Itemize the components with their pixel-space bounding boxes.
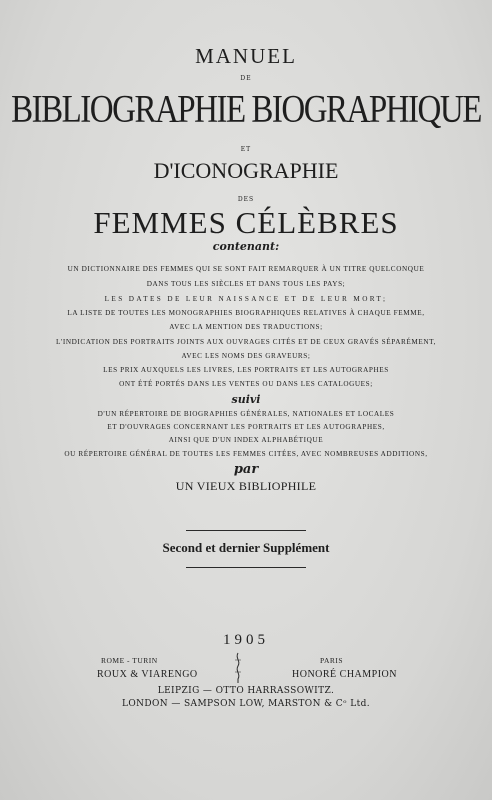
imprint-london: LONDON — SAMPSON LOW, MARSTON & Cᵒ Ltd. [121, 699, 371, 709]
par-label: par [233, 462, 259, 477]
title-femmes-celebres: FEMMES CÉLÈBRES [93, 205, 399, 240]
index-line-text: AINSI QUE D'UN INDEX ALPHABÉTIQUE [168, 436, 324, 444]
suivi-label: suivi [231, 393, 261, 406]
imprint-leipzig: LEIPZIG — OTTO HARRASSOWITZ. [157, 686, 335, 696]
publication-year: 1905 [223, 632, 269, 648]
contenant-label: contenant: [212, 240, 280, 253]
title-iconographie: D'ICONOGRAPHIE [153, 158, 339, 183]
description-line: L'INDICATION DES PORTRAITS JOINTS AUX OUVRAGES CITÉS ET DE CEUX GRAVÉS SÉPARÉMENT, [55, 338, 437, 346]
index-line [0, 436, 492, 444]
description-line: LA LISTE DE TOUTES LES MONOGRAPHIES BIOGRAPHIQUES RELATIVES À CHAQUE FEMME, [67, 309, 425, 317]
ornament-separator-icon [233, 652, 243, 684]
title-des: DES [237, 196, 255, 203]
author: UN VIEUX BIBLIOPHILE [175, 479, 317, 493]
title-manuel: MANUEL [195, 44, 297, 68]
publisher-left-city: ROME - TURIN [101, 656, 158, 665]
description-line: AVEC LA MENTION DES TRADUCTIONS; [169, 323, 323, 331]
description-line: LES DATES DE LEUR NAISSANCE ET DE LEUR MORT; [104, 295, 388, 303]
description-line: D'UN RÉPERTOIRE DE BIOGRAPHIES GÉNÉRALES, NATIONALES ET LOCALES [97, 410, 395, 418]
description-line: ET D'OUVRAGES CONCERNANT LES PORTRAITS ET LES AUTOGRAPHES, [107, 423, 385, 431]
description-line: OU RÉPERTOIRE GÉNÉRAL DE TOUTES LES FEMMES CITÉES, AVEC NOMBREUSES ADDITIONS, [64, 450, 428, 458]
main-title: BIBLIOGRAPHIE BIOGRAPHIQUE [11, 88, 481, 132]
divider-bottom [186, 567, 306, 568]
description-line: DANS TOUS LES SIÈCLES ET DANS TOUS LES PAYS; [146, 280, 346, 288]
description-line: AVEC LES NOMS DES GRAVEURS; [181, 352, 311, 360]
supplement-title: Second et dernier Supplément [162, 540, 330, 555]
description-line: ONT ÉTÉ PORTÉS DANS LES VENTES OU DANS LES CATALOGUES; [119, 380, 373, 388]
divider-top [186, 530, 306, 531]
publisher-right-city: PARIS [320, 656, 344, 665]
publisher-left-name: ROUX & VIARENGO [97, 669, 198, 680]
description-line: LES PRIX AUXQUELS LES LIVRES, LES PORTRAITS ET LES AUTOGRAPHES [103, 366, 389, 374]
title-de: DE [240, 75, 252, 82]
title-et: ET [240, 146, 252, 153]
description-line: UN DICTIONNAIRE DES FEMMES QUI SE SONT FAIT REMARQUER À UN TITRE QUELCONQUE [67, 265, 425, 273]
publisher-right-name: HONORÉ CHAMPION [292, 669, 398, 680]
